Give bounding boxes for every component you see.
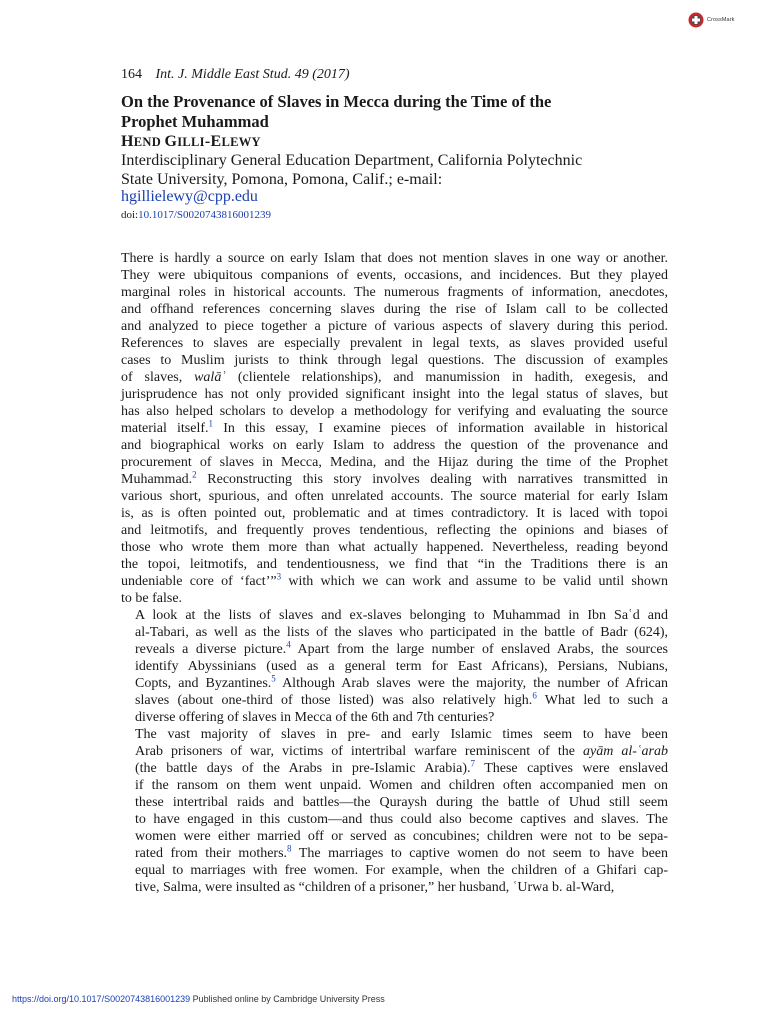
- author-hyphen: -: [204, 133, 211, 150]
- author-initial: G: [164, 133, 178, 150]
- text-run: The marriages to captive women do not seem to have been: [291, 846, 668, 861]
- text-line: [121, 675, 668, 692]
- footer-doi-link[interactable]: https://doi.org/10.1017/S0020743816001239: [12, 994, 191, 1004]
- text-line: [121, 692, 668, 709]
- text-line: [121, 573, 668, 590]
- text-run: the topoi, leitmotifs, and tendentiousness, we find that “in the Traditions there is an: [121, 557, 668, 572]
- text-line: [121, 811, 668, 828]
- text-run: In this essay, I examine pieces of information available in historical: [213, 421, 669, 436]
- article-title-line-1: On the Provenance of Slaves in Mecca during the Time of the: [121, 92, 552, 111]
- text-run: those who wrote them more than what actually happened. Nevertheless, reading beyond: [121, 540, 668, 555]
- text-run: A look at the lists of slaves and ex-slaves belonging to Muhammad in Ibn Saʿd and: [135, 608, 668, 623]
- text-run: material itself.: [121, 421, 209, 436]
- text-run: reveals a diverse picture.: [135, 642, 287, 657]
- affiliation-line-1: Interdisciplinary General Education Department, California Polytechnic: [121, 152, 583, 169]
- text-run: marginal roles in historical accounts. The numerous fragments of information, anecdotes,: [121, 285, 668, 300]
- text-run: What led to such a: [536, 693, 668, 708]
- text-line: [121, 709, 668, 726]
- text-line: [121, 607, 668, 624]
- body-paragraph: [121, 726, 668, 896]
- text-line: [121, 624, 668, 641]
- text-run: There is hardly a source on early Islam that does not mention slaves in one way or another.: [121, 251, 668, 266]
- body-paragraph: [121, 607, 668, 726]
- text-run: (the battle days of the Arabs in pre-Islamic Arabia).: [135, 761, 471, 776]
- text-run: women were either married off or served as concubines; children were not to be sepa-: [135, 829, 668, 844]
- footnote-ref[interactable]: 3: [276, 571, 282, 582]
- text-line: [121, 454, 668, 471]
- text-line: [121, 862, 668, 879]
- text-run: al-Tabari, as well as the lists of the slaves who participated in the battle of Badr (624),: [135, 625, 668, 640]
- text-line: [121, 743, 668, 760]
- article-title: [121, 92, 661, 132]
- author-smallcaps: ILLI: [177, 135, 205, 149]
- author-email-link[interactable]: hgillielewy@cpp.edu: [121, 188, 258, 205]
- footnote-ref[interactable]: 1: [208, 418, 214, 429]
- text-line: [121, 828, 668, 845]
- text-line: [121, 522, 668, 539]
- text-run: is, as is often pointed out, problematic and at times contradictory. It is laced with topoi: [121, 506, 668, 521]
- text-run: Although Arab slaves were the majority, the number of African: [275, 676, 668, 691]
- footnote-ref[interactable]: 7: [470, 758, 476, 769]
- text-line: [121, 590, 668, 607]
- journal-citation: Int. J. Middle East Stud. 49 (2017): [155, 67, 350, 82]
- italic-term: ayām al-ʿarab: [582, 744, 668, 759]
- text-run: diverse offering of slaves in Mecca of the 6th and 7th centuries?: [135, 710, 495, 725]
- text-line: [121, 403, 668, 420]
- text-line: [121, 335, 668, 352]
- text-run: identify Abyssinians (used as a general term for East Africans), Persians, Nubians,: [135, 659, 668, 674]
- doi-link[interactable]: 10.1017/S0020743816001239: [138, 209, 272, 221]
- footnote-ref[interactable]: 4: [286, 639, 291, 650]
- text-run: They were ubiquitous companions of events, occasions, and incidences. But they played: [121, 268, 668, 283]
- text-line: [121, 437, 668, 454]
- text-run: and analyzed to piece together a picture of various aspects of slavery during this period.: [121, 319, 668, 334]
- author-affiliation: [121, 151, 661, 189]
- author-smallcaps: LEWY: [221, 135, 261, 149]
- text-run: of slaves,: [121, 370, 195, 385]
- text-run: and biographical works on early Islam to address the question of the provenance and: [121, 438, 668, 453]
- article-title-line-2: Prophet Muhammad: [121, 112, 269, 131]
- footnote-ref[interactable]: 2: [192, 469, 197, 480]
- author-initial: E: [210, 133, 222, 150]
- text-line: [121, 879, 668, 896]
- text-run: has also helped scholars to develop a methodology for verifying and evaluating the source: [121, 404, 668, 419]
- text-run: undeniable core of ‘fact’”: [121, 574, 277, 589]
- body-paragraph: [121, 250, 668, 607]
- text-line: [121, 420, 668, 437]
- footnote-ref[interactable]: 8: [287, 843, 292, 854]
- text-line: [121, 539, 668, 556]
- doi-prefix: doi:: [121, 209, 139, 221]
- text-line: [121, 284, 668, 301]
- text-run: jurisprudence has not only provided significant insight into the legal status of slaves, but: [121, 387, 668, 402]
- text-line: [121, 267, 668, 284]
- text-run: rated from their mothers.: [135, 846, 288, 861]
- text-line: [121, 318, 668, 335]
- text-run: procurement of slaves in Mecca, Medina, and the Hijaz during the time of the Prophet: [121, 455, 668, 470]
- page-footer: [12, 994, 385, 1004]
- text-line: [121, 641, 668, 658]
- text-line: [121, 777, 668, 794]
- text-run: to be false.: [121, 591, 183, 606]
- author-initial: H: [121, 133, 134, 150]
- text-run: The vast majority of slaves in pre- and early Islamic times seem to have been: [135, 727, 668, 742]
- crossmark-icon: [688, 12, 704, 28]
- text-line: [121, 471, 668, 488]
- text-line: [121, 658, 668, 675]
- text-run: cases to Muslim jurists to think through legal questions. The discussion of examples: [121, 353, 668, 368]
- text-run: Reconstructing this story involves dealing with narratives transmitted in: [196, 472, 668, 487]
- text-run: to have engaged in this custom—and thus could also become captives and slaves. The: [135, 812, 668, 827]
- footnote-ref[interactable]: 6: [532, 690, 537, 701]
- text-line: [121, 556, 668, 573]
- author-name: [121, 132, 261, 152]
- text-line: [121, 369, 668, 386]
- text-run: References to slaves are especially prevalent in legal texts, as slaves provided useful: [121, 336, 668, 351]
- text-line: [121, 505, 668, 522]
- text-run: these intertribal raids and battles—the Quraysh during the battle of Uhud still seem: [135, 795, 668, 810]
- italic-term: walāʾ: [194, 370, 226, 385]
- text-line: [121, 386, 668, 403]
- text-run: slaves (about one-third of those listed) was also relatively high.: [135, 693, 533, 708]
- text-line: [121, 301, 668, 318]
- text-run: Arab prisoners of war, victims of intertribal warfare reminiscent of the: [135, 744, 583, 759]
- article-doi: [121, 209, 271, 221]
- text-run: and leitmotifs, and frequently proves tendentious, reflecting the opinions and biases of: [121, 523, 668, 538]
- author-smallcaps: END: [133, 135, 165, 149]
- text-line: [121, 845, 668, 862]
- crossmark-label: CrossMark: [707, 17, 735, 23]
- text-line: [121, 250, 668, 267]
- text-run: with which we can work and assume to be valid until shown: [281, 574, 668, 589]
- footnote-ref[interactable]: 5: [271, 673, 276, 684]
- text-run: Copts, and Byzantines.: [135, 676, 272, 691]
- text-run: various short, spurious, and often unrelated accounts. The source material for early Islam: [121, 489, 668, 504]
- affiliation-line-2: State University, Pomona, Pomona, Calif.; e-mail:: [121, 171, 443, 188]
- text-line: [121, 352, 668, 369]
- footer-published-text: Published online by Cambridge University Press: [190, 994, 385, 1004]
- text-run: Muhammad.: [121, 472, 193, 487]
- text-line: [121, 488, 668, 505]
- text-run: (clientele relationships), and manumission in hadith, exegesis, and: [225, 370, 668, 385]
- page-number: 164: [121, 67, 142, 82]
- text-run: if the ransom on them went unpaid. Women and children often accompanied men on: [135, 778, 668, 793]
- text-line: [121, 794, 668, 811]
- text-run: Apart from the large number of enslaved Arabs, the sources: [290, 642, 668, 657]
- crossmark-badge[interactable]: [688, 12, 734, 28]
- running-header: [121, 67, 350, 83]
- text-run: These captives were enslaved: [475, 761, 668, 776]
- text-line: [121, 760, 668, 777]
- text-run: equal to marriages with free women. For example, when the children of a Ghifari cap-: [135, 863, 668, 878]
- article-body: [121, 250, 668, 896]
- text-line: [121, 726, 668, 743]
- text-run: and offhand references concerning slaves during the rise of Islam call to be collected: [121, 302, 668, 317]
- text-run: tive, Salma, were insulted as “children of a prisoner,” her husband, ʿUrwa b. al-Ward,: [135, 880, 615, 895]
